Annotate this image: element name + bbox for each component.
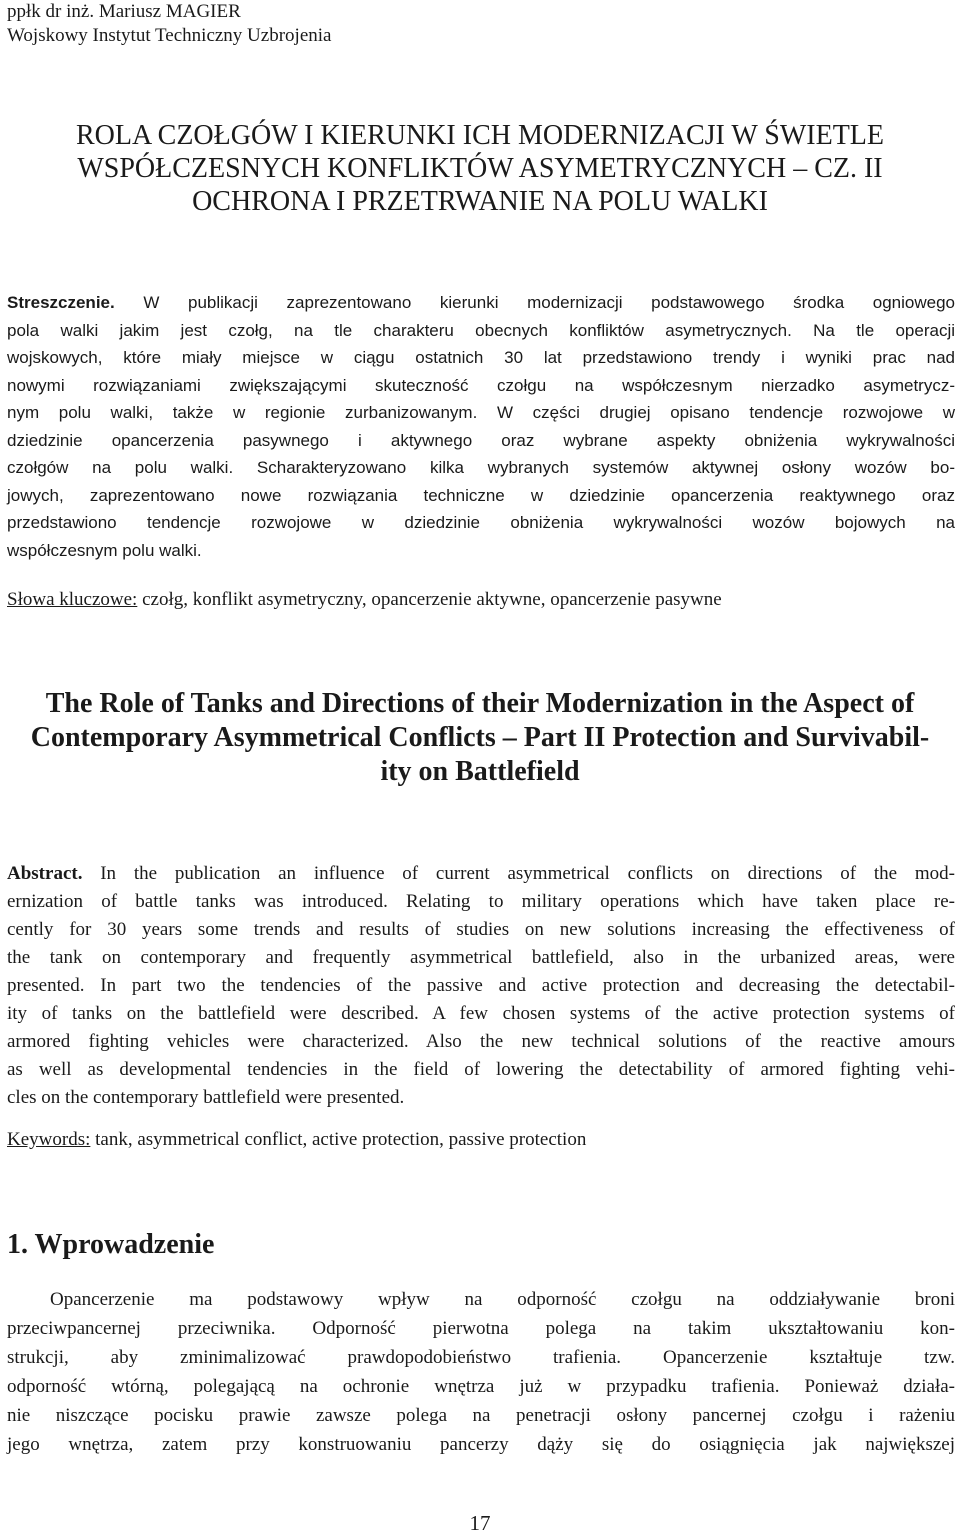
title-polish-line: ROLA CZOŁGÓW I KIERUNKI ICH MODERNIZACJI W ŚWIETLE [75,120,885,151]
keywords-polish [7,587,955,613]
title-english-line: Contemporary Asymmetrical Conflicts – Part II Protection and Survivabil- [30,722,930,753]
author-name: ppłk dr inż. Mariusz MAGIER [7,1,241,22]
keywords-english [7,1127,955,1153]
abstract-english-line: ity of tanks on the battlefield were described. A few chosen systems of the active protection systems of [7,1003,955,1024]
abstract-polish-line: czołgów na polu walki. Scharakteryzowano kilka wybranych systemów aktywnej osłony wozów bo- [7,458,955,477]
abstract-english-line: the tank on contemporary and frequently asymmetrical battlefield, also in the urbanized areas, were [7,947,955,968]
title-english-line: ity on Battlefield [380,756,580,787]
keywords-polish-text: czołg, konflikt asymetryczny, opancerzenie aktywne, opancerzenie pasywne [137,589,722,610]
abstract-polish-line: dziedzinie opancerzenia pasywnego i aktywnego oraz wybrane aspekty obniżenia wykrywalności [7,430,955,450]
abstract-polish-line: nym polu walki, także w regionie zurbanizowanym. W części drugiej opisano tendencje rozwojowe w [7,403,955,422]
abstract-english-line: Abstract. In the publication an influence of current asymmetrical conflicts on directions of the mod- [7,863,955,884]
abstract-polish [7,289,955,564]
body-line: strukcji, aby zminimalizować prawdopodobieństwo trafienia. Opancerzenie kształtuje tzw. [7,1347,955,1368]
author-block [7,0,331,48]
title-polish-line: WSPÓŁCZESNYCH KONFLIKTÓW ASYMETRYCZNYCH – CZ. II [77,153,883,184]
abstract-polish-line: przedstawiono tendencje rozwojowe w dziedzinie obniżenia wykrywalności wozów bojowych na [7,513,955,532]
body-line: jego wnętrza, zatem przy konstruowaniu pancerzy dąży się do osiągnięcia jak największej [7,1434,955,1455]
keywords-english-label: Keywords: [7,1129,91,1150]
title-polish [0,119,960,218]
section-body [7,1285,955,1459]
title-polish-line: OCHRONA I PRZETRWANIE NA POLU WALKI [192,186,768,217]
keywords-polish-label: Słowa kluczowe: [7,589,138,610]
body-line: odporność wtórną, polegającą na ochronie wnętrza już w przypadku trafienia. Ponieważ działa- [7,1376,955,1397]
page-number: 17 [469,1511,491,1535]
abstract-polish-line: nowymi rozwiązaniami zwiększającymi skuteczność czołgu na współczesnym nierzadko asymetrycz- [7,375,955,395]
title-english [0,687,960,789]
body-line: Opancerzenie ma podstawowy wpływ na odporność czołgu na oddziaływanie broni [50,1289,955,1310]
author-affiliation: Wojskowy Instytut Techniczny Uzbrojenia [7,25,332,46]
abstract-english-line: ernization of battle tanks was introduced. Relating to military operations which have taken place re- [7,891,955,912]
abstract-english-line: as well as developmental tendencies in the field of lowering the detectability of armored fighting vehi- [7,1059,955,1080]
abstract-english-line: armored fighting vehicles were characterized. Also the new technical solutions of the reactive amours [7,1031,955,1052]
abstract-polish-line: wojskowych, które miały miejsce w ciągu ostatnich 30 lat przedstawiono trendy i wyniki prac nad [7,348,955,367]
abstract-polish-line: pola walki jakim jest czołg, na tle charakteru obecnych konfliktów asymetrycznych. Na tle operacji [7,320,955,340]
abstract-english-line: cles on the contemporary battlefield were presented. [7,1087,405,1108]
abstract-english-label: Abstract. [7,863,83,884]
keywords-english-text: tank, asymmetrical conflict, active protection, passive protection [90,1129,587,1150]
abstract-english [7,860,955,1112]
body-line: nie niszczące pocisku prawie zawsze polega na penetracji osłony pancernej czołgu i rażeniu [7,1405,955,1426]
title-english-line: The Role of Tanks and Directions of their Modernization in the Aspect of [45,688,915,719]
abstract-polish-label: Streszczenie. [7,293,115,312]
abstract-english-line: presented. In part two the tendencies of the passive and active protection and decreasing the detectabil- [7,975,955,996]
section-heading: 1. Wprowadzenie [7,1229,215,1260]
body-line: przeciwpancernej przeciwnika. Odporność pierwotna polega na takim ukształtowaniu kon- [7,1318,955,1339]
abstract-polish-line: Streszczenie. W publikacji zaprezentowano kierunki modernizacji podstawowego środka ogniowego [7,293,955,312]
abstract-english-line: cently for 30 years some trends and results of studies on new solutions increasing the effectiveness of [7,919,955,940]
abstract-polish-line: współczesnym polu walki. [7,540,202,560]
abstract-polish-line: jowych, zaprezentowano nowe rozwiązania techniczne w dziedzinie opancerzenia reaktywnego oraz [7,485,955,505]
